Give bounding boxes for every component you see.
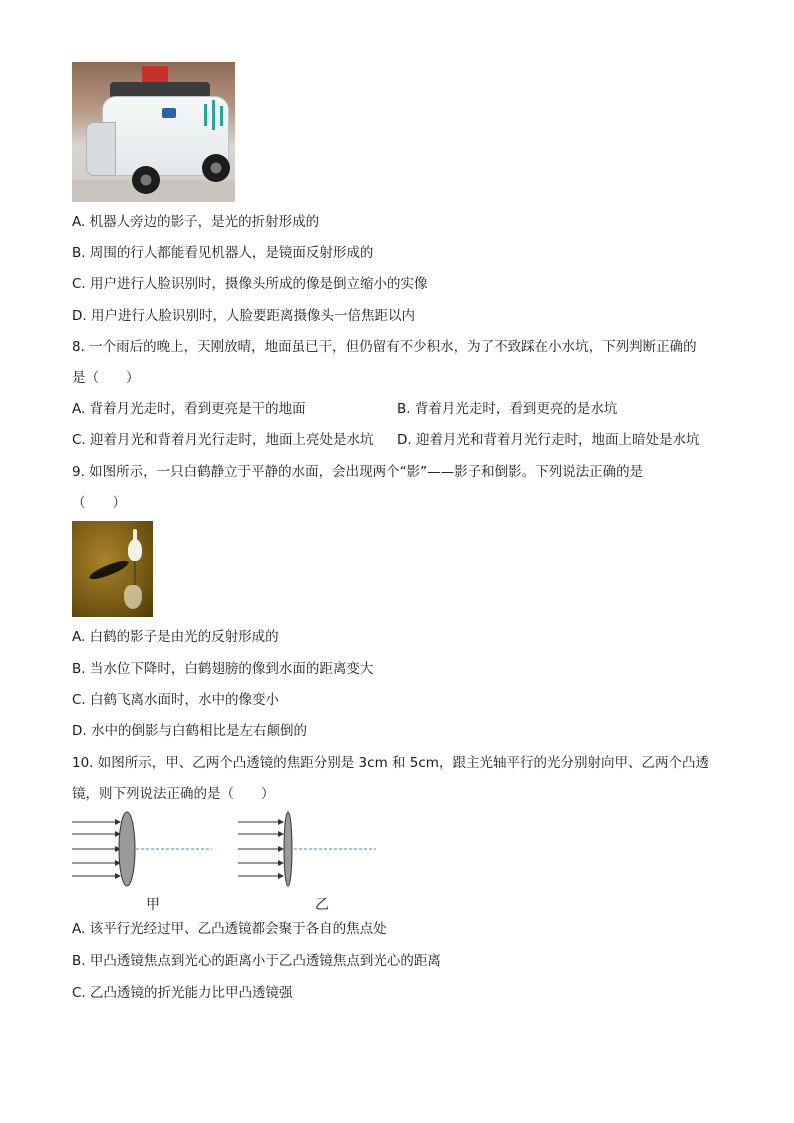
q7-option-b: B. 周围的行人都能看见机器人，是镜面反射形成的 — [72, 245, 374, 261]
lens-diagram — [70, 810, 390, 915]
q8-option-c: C. 迎着月光和背着月光行走时，地面上亮处是水坑 — [72, 432, 374, 448]
q8-stem-line2: 是（ ） — [72, 370, 140, 386]
robot-photo — [72, 62, 235, 202]
lens-label-yi: 乙 — [315, 897, 329, 913]
lens-label-jia: 甲 — [146, 897, 160, 913]
lens-jia — [119, 812, 135, 886]
q9-stem-line2: （ ） — [72, 495, 126, 511]
q7-option-a: A. 机器人旁边的影子，是光的折射形成的 — [72, 214, 320, 230]
q9-option-c: C. 白鹤飞离水面时，水中的像变小 — [72, 692, 280, 708]
crane-photo — [72, 521, 153, 617]
q10-stem-line2: 镜，则下列说法正确的是（ ） — [72, 786, 275, 802]
q8-option-b: B. 背着月光走时，看到更亮的是水坑 — [397, 401, 618, 417]
lens-jia-rays — [72, 822, 120, 876]
q9-option-b: B. 当水位下降时，白鹤翅膀的像到水面的距离变大 — [72, 661, 374, 677]
q10-option-b: B. 甲凸透镜焦点到光心的距离小于乙凸透镜焦点到光心的距离 — [72, 953, 441, 969]
q9-option-d: D. 水中的倒影与白鹤相比是左右颠倒的 — [72, 723, 307, 739]
q9-option-a: A. 白鹤的影子是由光的反射形成的 — [72, 629, 279, 645]
q7-option-d: D. 用户进行人脸识别时，人脸要距离摄像头一倍焦距以内 — [72, 308, 415, 324]
lens-yi-rays — [238, 822, 283, 876]
q9-stem-line1: 9. 如图所示，一只白鹤静立于平静的水面，会出现两个“影”——影子和倒影。下列说法正确的是 — [72, 464, 644, 480]
q10-option-a: A. 该平行光经过甲、乙凸透镜都会聚于各自的焦点处 — [72, 921, 387, 937]
q7-option-c: C. 用户进行人脸识别时，摄像头所成的像是倒立缩小的实像 — [72, 276, 428, 292]
q10-stem-line1: 10. 如图所示，甲、乙两个凸透镜的焦距分别是 3cm 和 5cm，跟主光轴平行的光分别射向甲、乙两个凸透 — [72, 755, 709, 771]
q8-option-d: D. 迎着月光和背着月光行走时，地面上暗处是水坑 — [397, 432, 700, 448]
lens-yi — [284, 812, 292, 886]
lens-diagram-svg — [70, 810, 390, 890]
q8-option-a: A. 背着月光走时，看到更亮是干的地面 — [72, 401, 306, 417]
q8-stem-line1: 8. 一个雨后的晚上，天刚放晴，地面虽已干，但仍留有不少积水，为了不致踩在小水坑，下列判断正确的 — [72, 339, 697, 355]
q10-option-c: C. 乙凸透镜的折光能力比甲凸透镜强 — [72, 985, 293, 1001]
